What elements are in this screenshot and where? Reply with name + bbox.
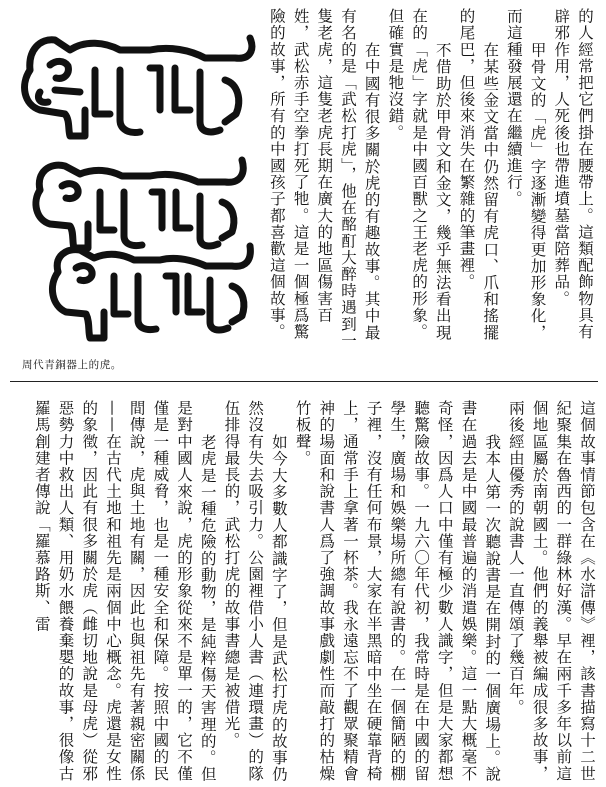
top-article [267,8,596,354]
tiger-glyph-2 [36,160,243,248]
figure-caption: 周代青銅器上的虎。 [22,359,122,371]
bottom-article [20,400,598,784]
tiger-glyph-3 [52,246,250,338]
tiger-bronze-illustration [10,10,265,350]
bottom-paragraph-4: 老虎是一種危險的動物，是純粹傷天害理的。但是對中國人來說，虎的形象從來不是單一的，它不僅僅是一種威脅，也是一種安全和保障。按照中國的民間傳說，虎與土地有關，因此也與祖先有著親密關係——在古代土地和祖先是兩個中心概念。虎還是女性的象徵，因此有很多關於虎（雌切地說是母虎）從邪惡勢力中救出人類、用奶水餵養棄嬰的故事，很像古羅馬創建者傳說「羅慕路斯、雷 [32,400,217,783]
tiger-glyph-1 [25,38,252,136]
top-paragraph-4: 不借助於甲骨文和金文，幾乎無法看出現在的「虎」字就是中國百獸之王老虎的形象。但確實是牠沒錯。 [386,8,452,341]
top-paragraph-1: 的人經常把它們掛在腰帶上。這類配飾物具有辟邪作用，人死後也帶進墳墓當陪葬品。 [552,8,594,340]
section-divider [10,381,598,382]
top-paragraph-2: 甲骨文的「虎」字逐漸變得更加形象化，而這種發展還在繼續進行。 [504,8,547,341]
top-paragraph-3: 在某些金文當中仍然留有虎口、爪和搖擺的尾巴，但後來消失在繁雜的筆畫裡。 [457,8,500,341]
bottom-paragraph-1: 這個故事情節包含在《水滸傳》裡，該書描寫十二世紀聚集在魯西的一群綠林好漢。早在兩千多年以前這個地區屬於南朝國土。他們的義舉被編成很多故事，兩後經由優秀的說書人一直傳頌了幾百年。 [506,400,596,782]
top-paragraph-5: 在中國有很多關於虎的有趣故事。其中最有名的是「武松打虎」，他在酩酊大醉時遇到一隻老虎，這隻老虎長期在廣大的地區傷害百姓，武松赤手空拳打死了牠。這是一個極爲驚險的故事，所有的中國孩子都喜歡這個故事。 [267,8,381,349]
bottom-paragraph-2: 我本人第一次聽說書是在開封的一個廣場上。說書在過去是中國最普遍的消遣娛樂。這一點大概毫不奇怪，因爲人口中僅有極少數人識字，但是大家都想聽驚險故事。一九六〇年代初，我常時是在中國的留學生，廣場和娛樂場所總有說書的。在一個簡陋的棚子裡，沒有任何布景，大家在半黑暗中坐在硬靠背椅上，通常手上拿著一杯茶。我永遠忘不了觀眾聚精會神的場面和說書人爲了強調故事戲劇性而敲打的枯燥竹板聲。 [293,400,502,783]
bottom-paragraph-3: 如今大多數人都識字了，但是武松打虎的故事仍然沒有失去吸引力。公園裡借小人書（連環畫）的隊伍排得最長的，武松打虎的故事書總是被借光。 [222,400,288,783]
